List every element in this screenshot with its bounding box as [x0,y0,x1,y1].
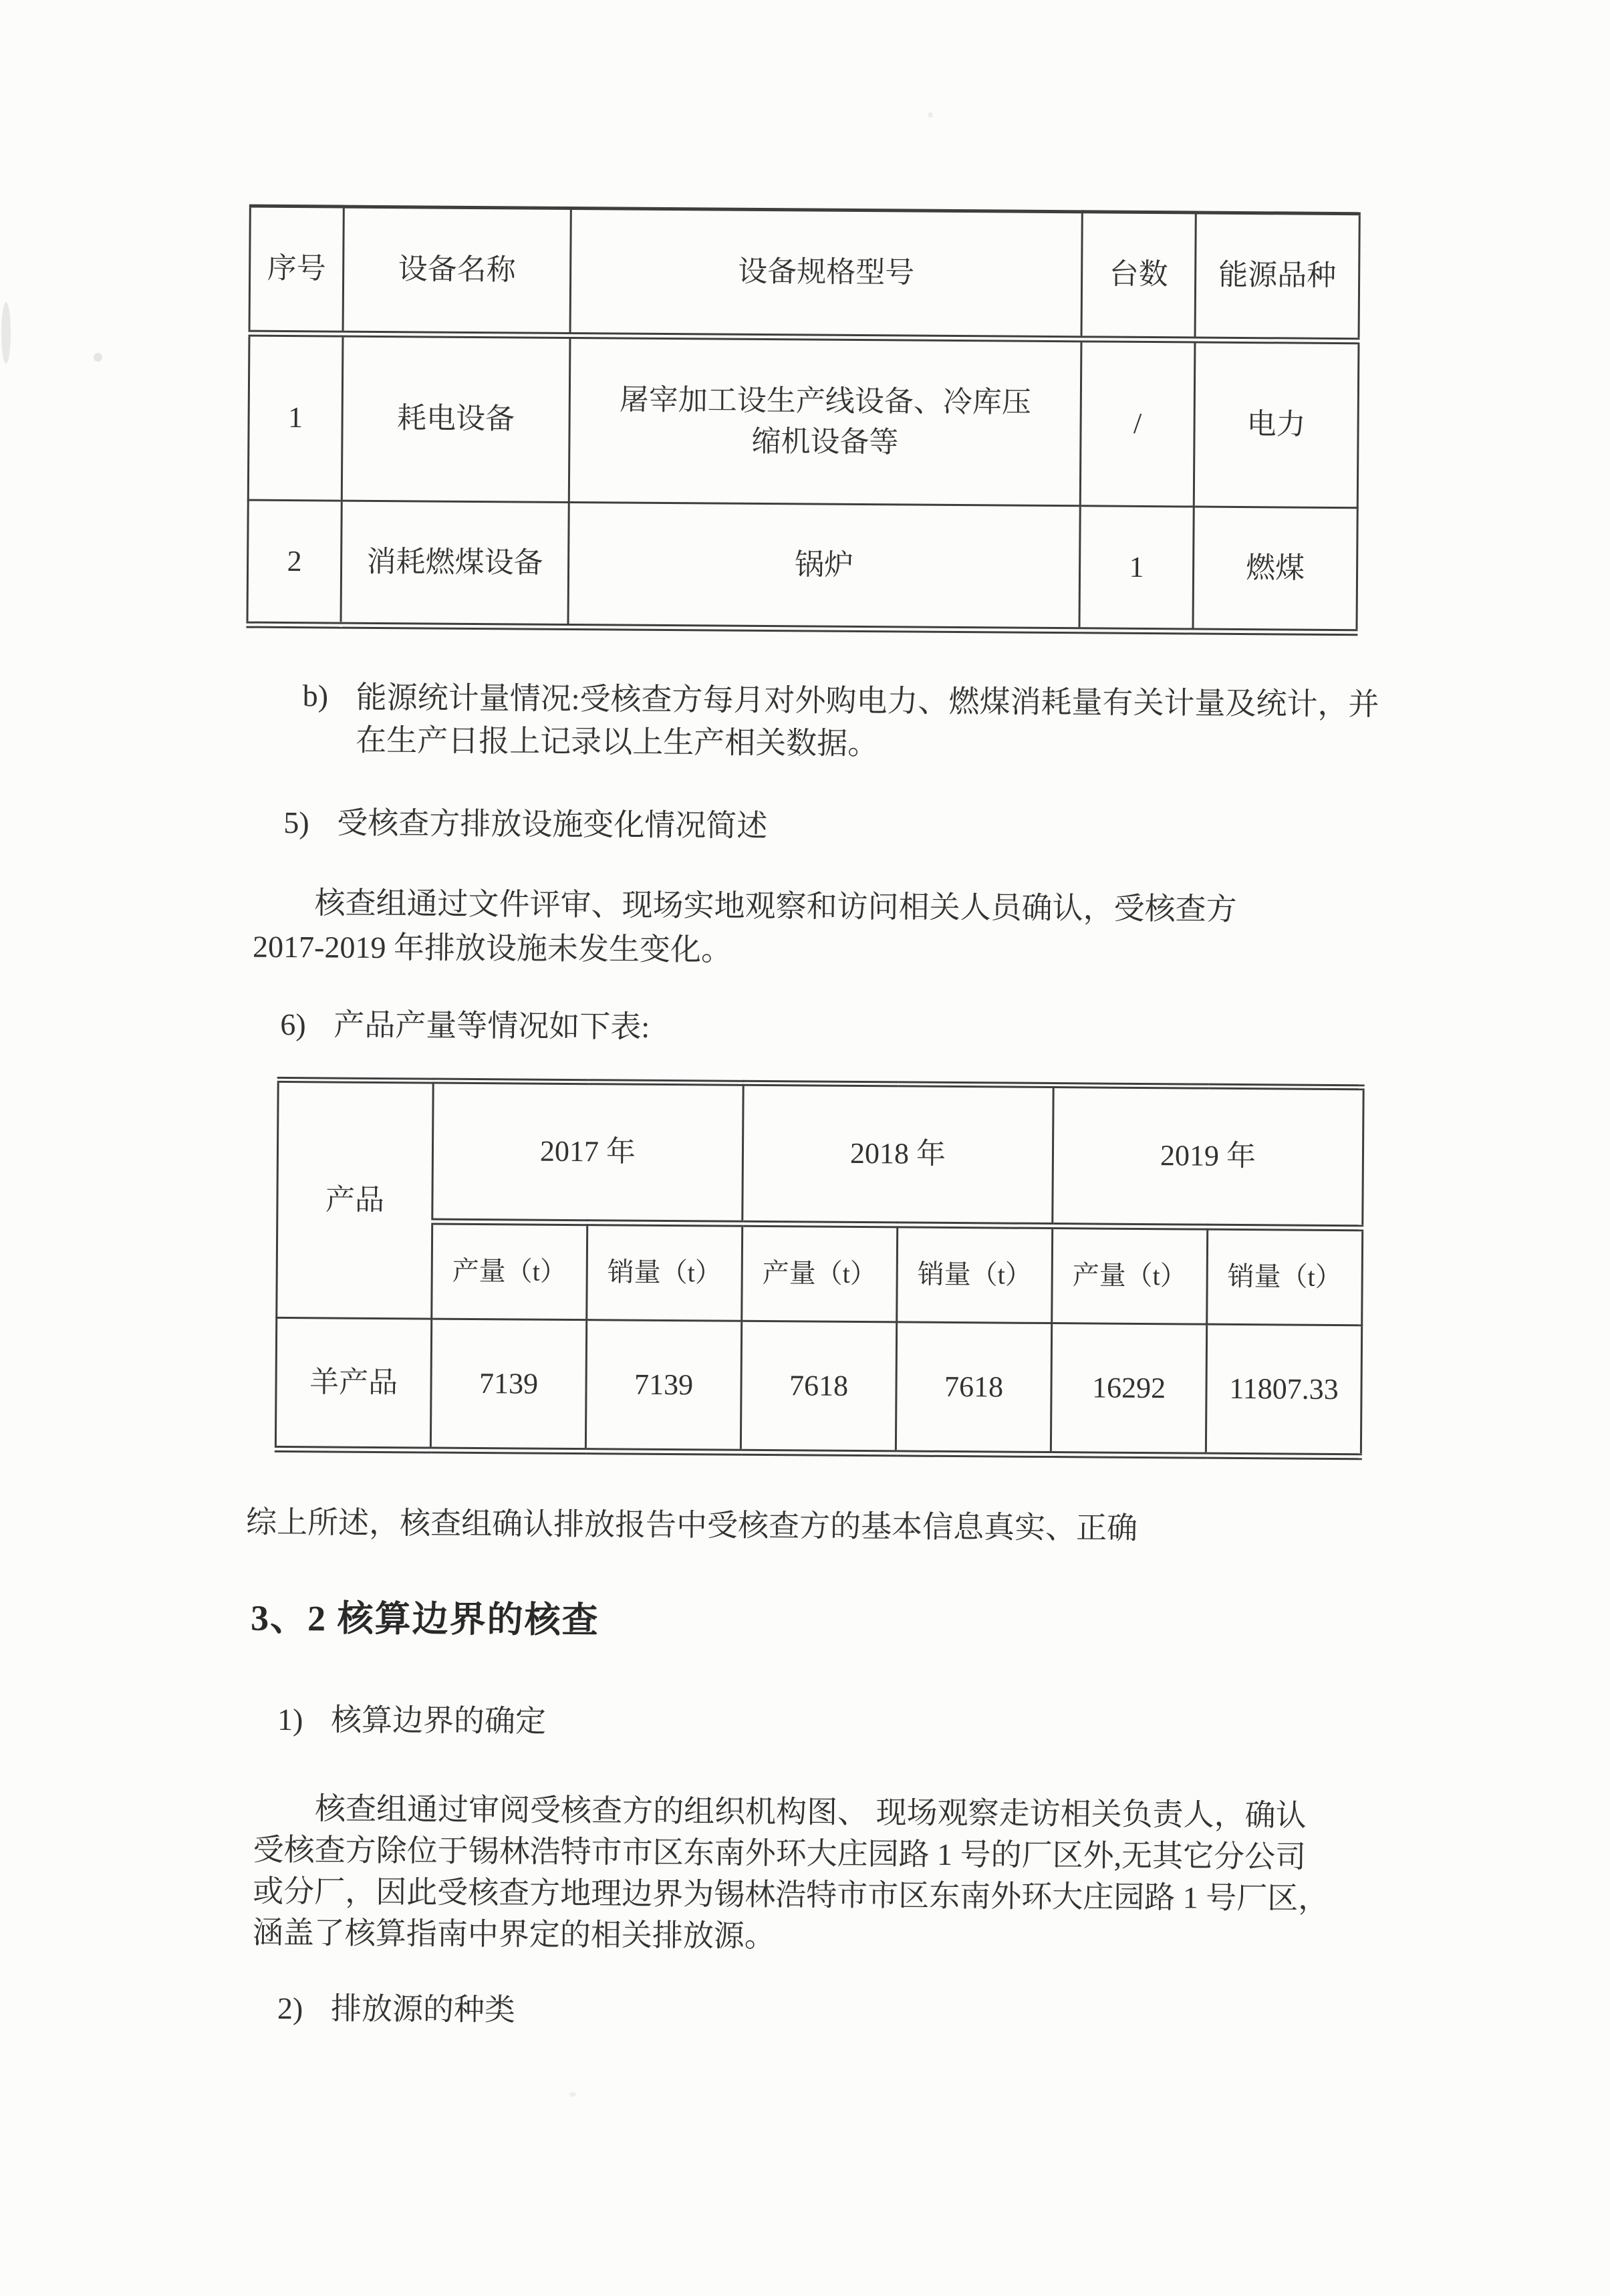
col-header-year-2019: 2019 年 [1053,1086,1363,1228]
scan-speck [94,353,102,362]
list-item-b [302,676,1389,769]
col-header-index: 序号 [249,206,344,334]
col-subheader-sales: 销量（t） [1207,1227,1363,1325]
cell-value: 7618 [896,1322,1051,1454]
production-table [275,1077,1365,1460]
list-item-text: 能源统计量情况:受核查方每月对外购电力、燃煤消耗量有关计量及统计，并在生产日报上记录以上生产相关数据。 [356,680,1379,761]
list-item-text: 产品产量等情况如下表: [333,1007,650,1044]
cell-index: 1 [248,333,343,501]
table-row [247,500,1357,632]
table-row [248,333,1359,508]
col-header-product: 产品 [277,1079,433,1319]
para-line: 涵盖了核算指南中界定的相关排放源。 [252,1915,775,1954]
list-item-label: 1) [277,1702,303,1737]
cell-value: 7139 [585,1320,741,1452]
cell-energy: 燃煤 [1193,507,1357,632]
paragraph-accounting-boundary [253,1788,1390,1962]
para-line: 核查组通过审阅受核查方的组织机构图、 现场观察走访相关负责人，确认 [314,1791,1307,1833]
list-item-6 [280,1005,650,1047]
para-line: 受核查方除位于锡林浩特市市区东南外环大庄园路 1 号的厂区外,无其它分公司 [253,1832,1307,1874]
list-item-label: 2) [277,1991,303,2026]
list-item-label: 5) [283,805,309,840]
equipment-table [246,205,1360,636]
col-subheader-output: 产量（t） [742,1223,898,1322]
cell-index: 2 [247,500,342,625]
col-subheader-sales: 销量（t） [897,1225,1053,1323]
para-line: 2017-2019 年排放设施未发生变化。 [252,929,732,967]
list-item-text: 核算边界的确定 [330,1702,547,1739]
paragraph-facility-change [253,881,1389,977]
para-line: 或分厂，因此受核查方地理边界为锡林浩特市市区东南外环大庄园路 1 号厂区， [253,1874,1329,1916]
col-header-year-2018: 2018 年 [743,1083,1053,1225]
col-header-count: 台数 [1081,212,1196,340]
cell-value: 7139 [430,1319,586,1451]
list-item-label: b) [302,678,329,713]
production-table-subheader-row [277,1220,1363,1325]
col-header-name: 设备名称 [343,207,571,335]
list-item-5 [283,803,767,846]
cell-product: 羊产品 [275,1317,431,1450]
col-header-spec: 设备规格型号 [570,208,1082,338]
cell-value: 7618 [741,1321,896,1453]
cell-name: 消耗燃煤设备 [341,501,569,626]
list-item-text: 排放源的种类 [330,1991,516,2027]
cell-name: 耗电设备 [342,334,570,502]
table-row [275,1317,1361,1456]
equipment-table-header-row [249,206,1359,341]
cell-count: / [1080,339,1195,507]
col-subheader-output: 产量（t） [1052,1226,1208,1325]
scan-speck [1,302,11,364]
cell-count: 1 [1079,506,1194,631]
scan-speck [569,2092,576,2097]
summary-line: 综上所述，核查组确认排放报告中受核查方的基本信息真实、正确 [245,1505,1138,1545]
cell-value: 11807.33 [1206,1324,1361,1456]
cell-energy: 电力 [1194,340,1359,508]
list-item-s2 [277,1989,515,2030]
list-item-text: 受核查方排放设施变化情况简述 [337,805,768,844]
para-line: 核查组通过文件评审、现场实地观察和访问相关人员确认，受核查方 [314,886,1237,926]
scan-speck [928,112,933,118]
cell-value: 16292 [1051,1323,1206,1456]
col-subheader-output: 产量（t） [432,1221,587,1320]
list-item-label: 6) [280,1007,306,1042]
col-header-energy: 能源品种 [1195,213,1359,341]
col-subheader-sales: 销量（t） [587,1223,743,1321]
cell-spec: 锅炉 [568,502,1080,630]
list-item-s1 [277,1700,546,1742]
cell-spec [569,335,1081,505]
cell-spec-text: 屠宰加工设生产线设备、冷库压缩机设备等 [619,383,1032,459]
production-table-year-row [277,1079,1363,1227]
section-heading: 3、2 核算边界的核查 [250,1598,599,1641]
col-header-year-2017: 2017 年 [432,1081,743,1223]
